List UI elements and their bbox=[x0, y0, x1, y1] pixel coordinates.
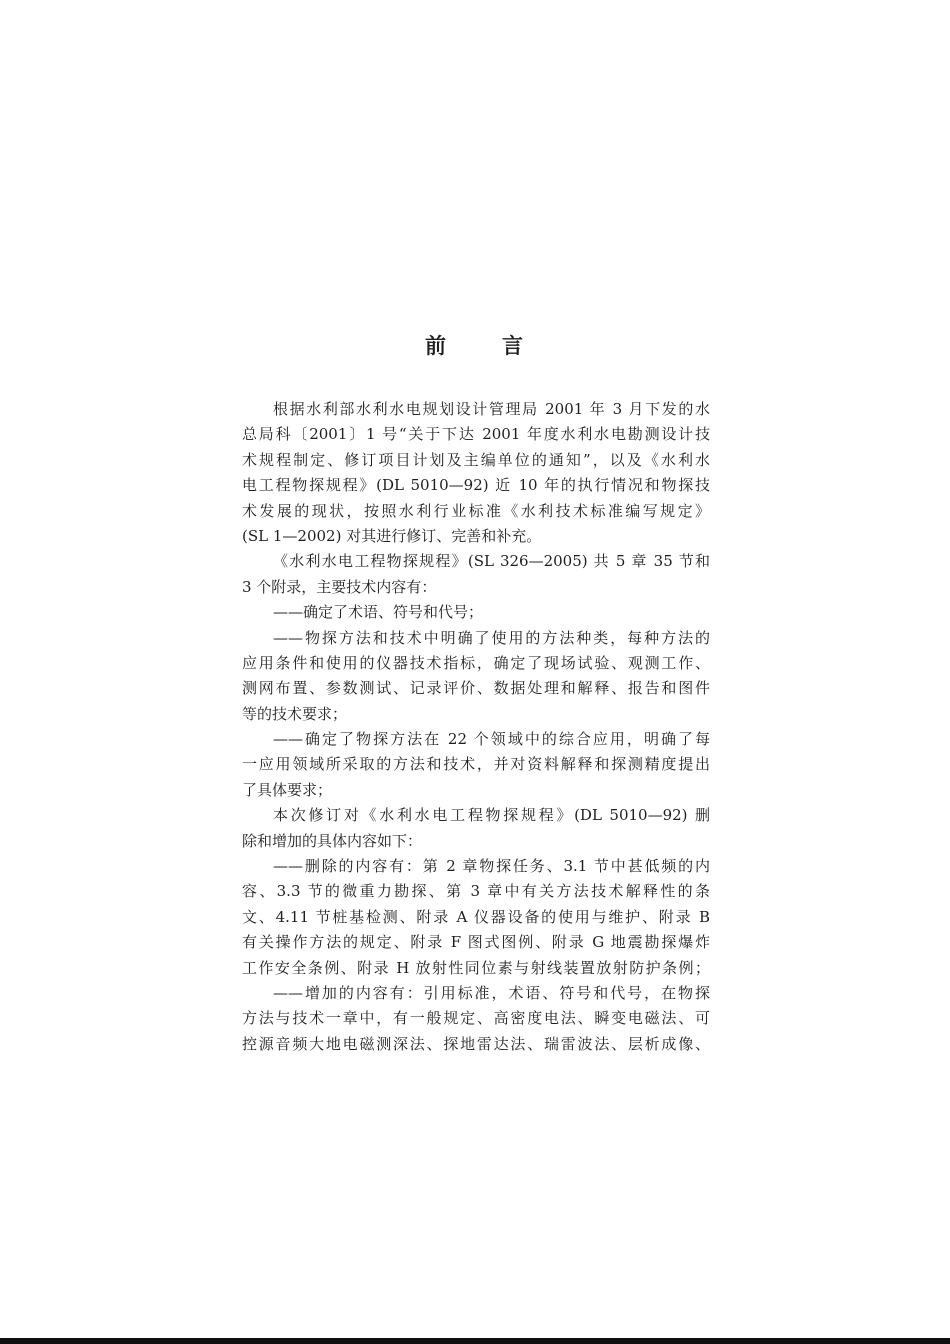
paragraph-line: 等的技术要求； bbox=[242, 704, 348, 723]
paragraph-line: 工作安全条例、附录 H 放射性同位素与射线装置放射防护条例； bbox=[242, 958, 710, 977]
list-item: ——删除的内容有：第 2 章物探任务、3.1 节中甚低频的内 bbox=[273, 857, 710, 876]
paragraph-line: 除和增加的具体内容如下： bbox=[242, 831, 423, 850]
paragraph-line: 《水利水电工程物探规程》(SL 326—2005) 共 5 章 35 节和 bbox=[273, 552, 710, 571]
page-title bbox=[0, 332, 950, 360]
list-item: ——确定了物探方法在 22 个领域中的综合应用，明确了每 bbox=[273, 730, 710, 749]
paragraph-line: 一应用领域所采取的方法和技术，并对资料解释和探测精度提出 bbox=[242, 755, 710, 774]
page-title-char-1: 前 bbox=[425, 334, 448, 358]
paragraph-line: 测网布置、参数测试、记录评价、数据处理和解释、报告和图件 bbox=[242, 679, 710, 698]
paragraph-line: 根据水利部水利水电规划设计管理局 2001 年 3 月下发的水 bbox=[273, 400, 710, 418]
paragraph-line: 方法与技术一章中，有一般规定、高密度电法、瞬变电磁法、可 bbox=[242, 1009, 710, 1028]
list-item: ——确定了术语、符号和代号； bbox=[273, 603, 484, 622]
paragraph-line: 术规程制定、修订项目计划及主编单位的通知”，以及《水利水 bbox=[242, 450, 710, 469]
paragraph-line: 术发展的现状，按照水利行业标准《水利技术标准编写规定》 bbox=[242, 501, 710, 520]
paragraph-line: 控源音频大地电磁测深法、探地雷达法、瑞雷波法、层析成像、 bbox=[242, 1034, 710, 1053]
page-title-char-2: 言 bbox=[502, 334, 525, 358]
paragraph-line: 有关操作方法的规定、附录 F 图式图例、附录 G 地震勘探爆炸 bbox=[242, 933, 710, 952]
paragraph-line: (SL 1—2002) 对其进行修订、完善和补充。 bbox=[242, 526, 542, 545]
paragraph-line: 3 个附录，主要技术内容有： bbox=[242, 577, 437, 596]
list-item: ——物探方法和技术中明确了使用的方法种类，每种方法的 bbox=[273, 628, 710, 647]
paragraph-line: 了具体要求； bbox=[242, 780, 333, 799]
paragraph-line: 文、4.11 节桩基检测、附录 A 仪器设备的使用与维护、附录 B bbox=[242, 907, 710, 926]
foreword-body bbox=[242, 397, 710, 1057]
paragraph-line: 电工程物探规程》(DL 5010—92) 近 10 年的执行情况和物探技 bbox=[242, 476, 710, 495]
paragraph-line: 本次修订对《水利水电工程物探规程》(DL 5010—92) 删 bbox=[273, 806, 710, 825]
paragraph-line: 容、3.3 节的微重力勘探、第 3 章中有关方法技术解释性的条 bbox=[242, 882, 710, 901]
paragraph-line: 总局科〔2001〕1 号“关于下达 2001 年度水利水电勘测设计技 bbox=[242, 425, 710, 444]
list-item: ——增加的内容有：引用标准，术语、符号和代号，在物探 bbox=[273, 983, 710, 1002]
paragraph-line: 应用条件和使用的仪器技术指标，确定了现场试验、观测工作、 bbox=[242, 653, 710, 672]
bottom-edge-bar bbox=[0, 1338, 950, 1344]
